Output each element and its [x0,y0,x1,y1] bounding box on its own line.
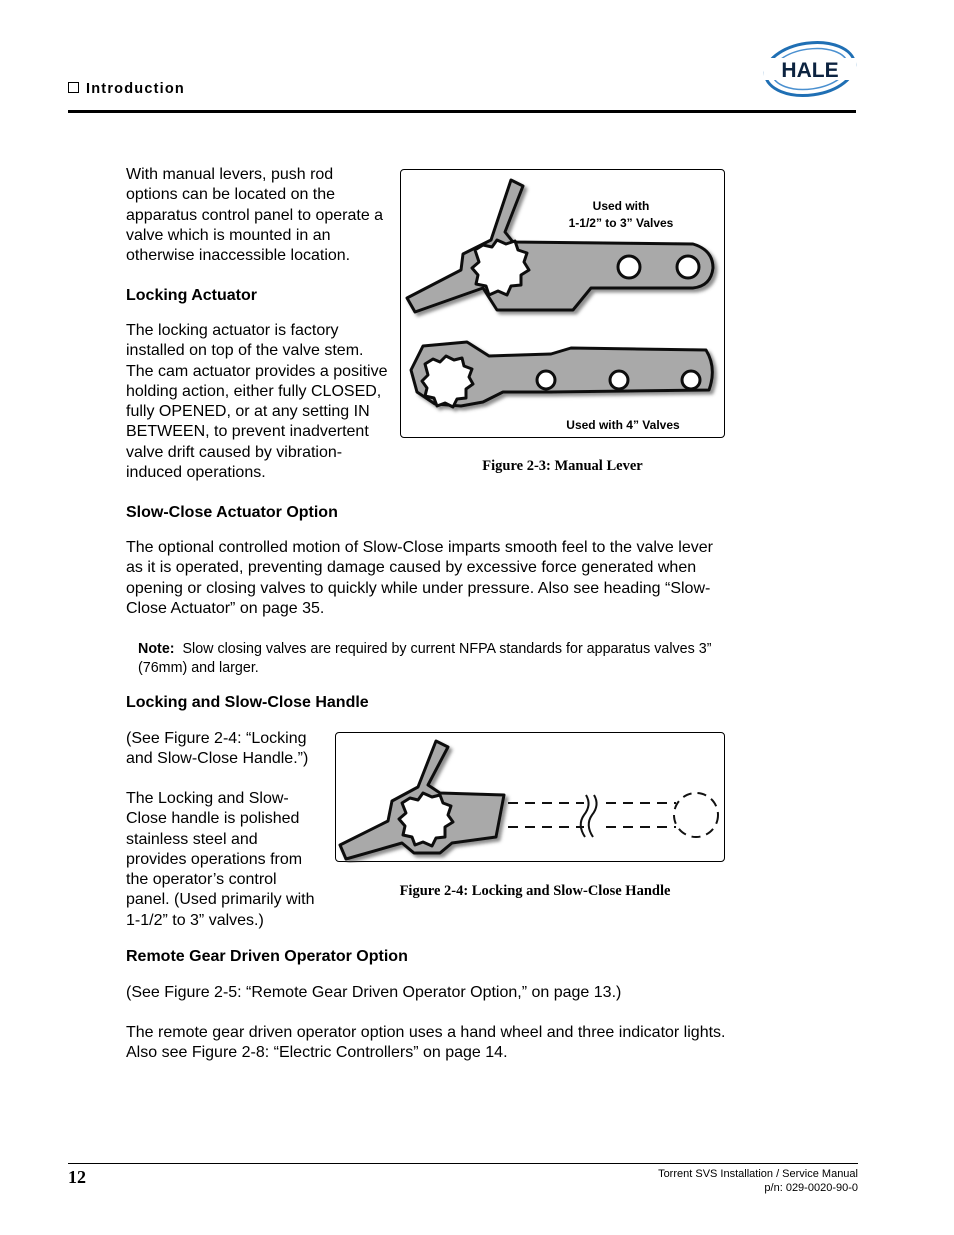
manual-lever-illustration [401,170,726,439]
intro-paragraph: With manual levers, push rod options can be located on the apparatus control panel to operate a valve which is mounted in an otherwise inaccessible location. [126,166,384,265]
header-rule [68,110,856,113]
handle-figure-reference: (See Figure 2-4: “Locking and Slow-Close Handle.”) [126,730,309,768]
lever-large-valves [411,342,712,407]
part-number: p/n: 029-0020-90-0 [764,1181,858,1194]
handle-paragraph: The Locking and Slow-Close handle is polished stainless steel and provides operations from the operator’s control panel. (Used primarily with 1-1/2” to 3” valves.) [126,790,315,929]
lever-small-valves [407,180,713,312]
slow-close-paragraph: The optional controlled motion of Slow-Close imparts smooth feel to the valve lever as it is operated, preventing damage caused by excessive force generated when opening or closing valves to quickly while under pressure. Also see heading “Slow-Close Actuator” on page 35. [126,539,713,617]
locking-actuator-paragraph: The locking actuator is factory installed on top of the valve stem. The cam actuator provides a positive holding action, either fully CLOSED, fully OPENED, or at any setting IN BETWEEN, to prevent inadvertent valve drift caused by vibration-induced operations. [126,322,388,482]
remote-gear-reference: (See Figure 2-5: “Remote Gear Driven Operator Option,” on page 13.) [126,984,622,1001]
slow-close-handle-illustration [336,733,726,863]
section-title: Introduction [86,81,185,97]
hale-logo [760,36,860,102]
figure-2-3-caption: Figure 2-3: Manual Lever [482,458,643,474]
label-small-valves-line1: Used with [592,199,650,213]
locking-actuator-heading: Locking Actuator [126,287,257,304]
figure-2-4 [335,732,725,862]
label-small-valves-line2: 1-1/2” to 3” Valves [568,216,674,230]
footer-info [560,1168,858,1195]
remote-gear-paragraph: The remote gear driven operator option uses a hand wheel and three indicator lights. Also see Figure 2-8: “Electric Controllers” on page 14. [126,1024,726,1062]
section-label [68,81,185,97]
figure-2-4-caption: Figure 2-4: Locking and Slow-Close Handle [399,883,671,899]
note-text: Slow closing valves are required by current NFPA standards for apparatus valves 3” (76mm) and larger. [138,641,712,676]
checkbox-bullet-icon [68,82,79,93]
logo-text: HALE [781,59,839,82]
page-number: 12 [68,1167,86,1187]
locking-slow-close-heading: Locking and Slow-Close Handle [126,694,369,711]
footer-rule [68,1163,858,1164]
slow-close-heading: Slow-Close Actuator Option [126,504,338,521]
label-large-valves: Used with 4” Valves [566,418,680,432]
figure-2-3 [400,169,725,438]
nfpa-note [138,640,718,677]
remote-gear-heading: Remote Gear Driven Operator Option [126,948,408,965]
note-label: Note: [138,641,175,657]
manual-title: Torrent SVS Installation / Service Manual [658,1168,858,1180]
dashed-extension [508,793,718,837]
handle-shape [340,741,504,859]
